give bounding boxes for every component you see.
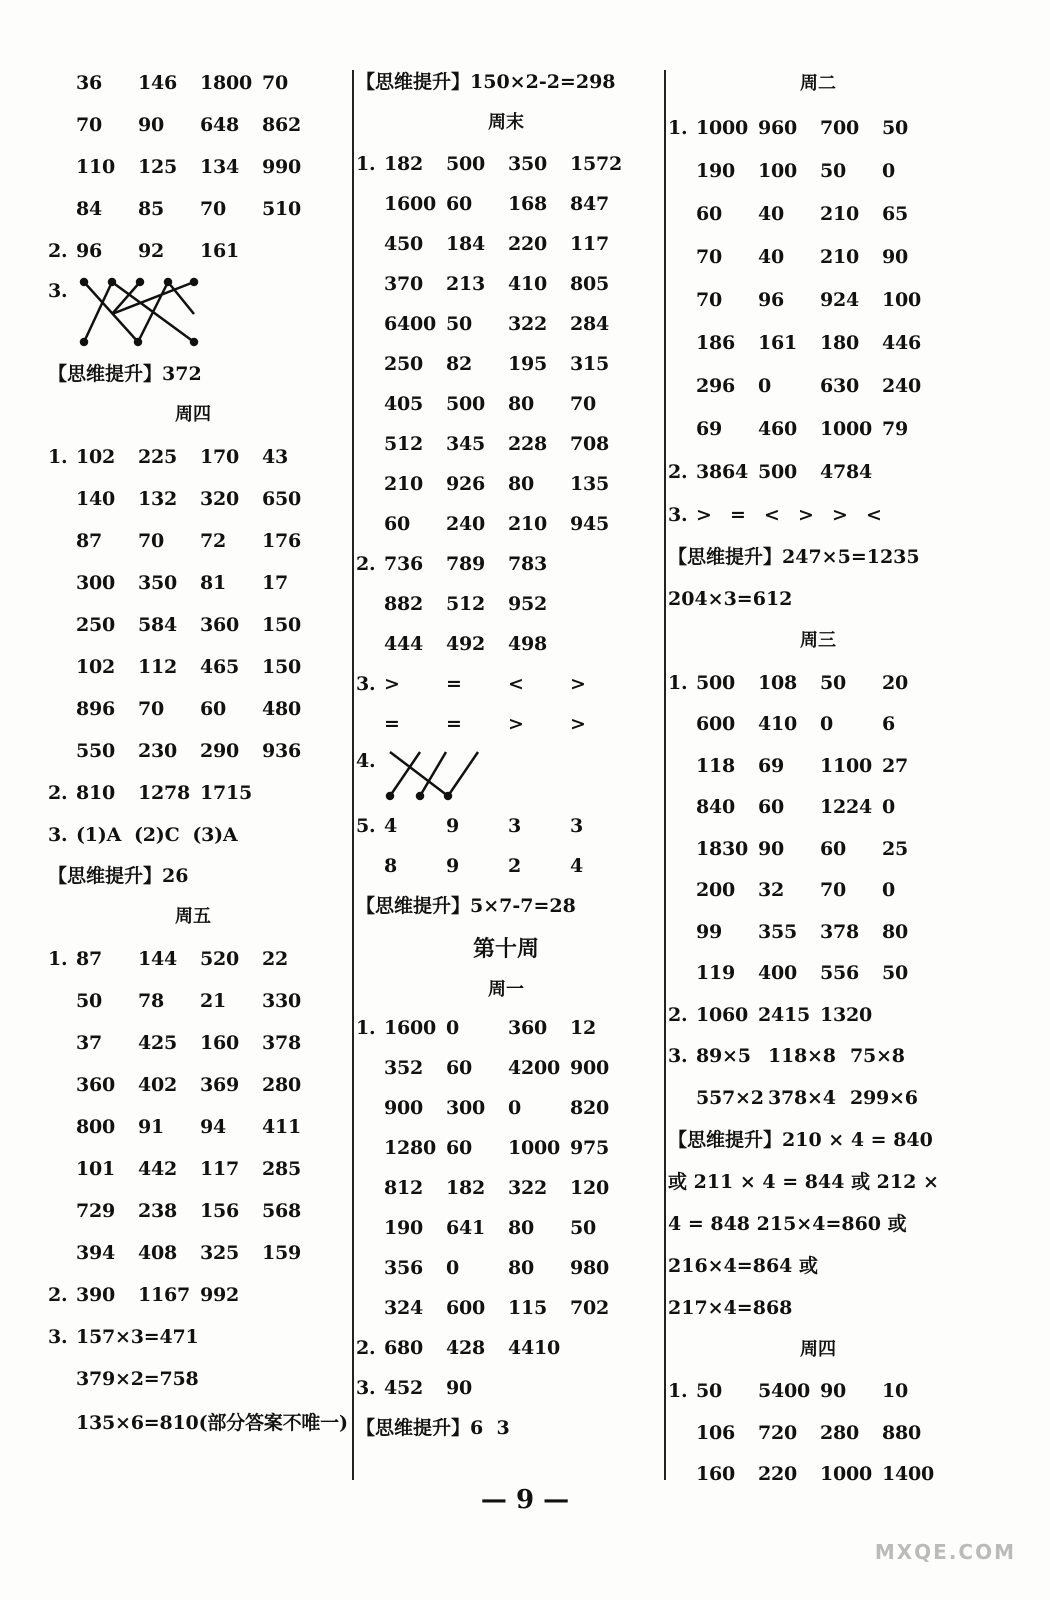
answer-grid [356,806,656,886]
section-heading: 周四 [175,404,211,425]
answer-row: 135×6=810(部分答案不唯一) [76,1411,348,1434]
answer-row: 101 442 117 285 [76,1158,302,1180]
answer-row: 70 40 210 90 [696,245,909,268]
thinking-boost: 【思维提升】26 [48,865,189,887]
answer-row: 6400 50 322 284 [384,313,610,335]
answer-row: 2. 390 1167 992 [48,1284,240,1306]
answer-row: 450 184 220 117 [384,233,610,255]
answer-row: 1. 102 225 170 43 [48,446,289,468]
answer-row: 119 400 556 50 [696,962,909,985]
answer-row: 600 410 0 6 [696,713,896,736]
answer-row: 87 70 72 176 [76,530,302,552]
answer-row: 512 345 228 708 [384,433,610,455]
matching-lines-diagram [384,744,494,804]
answer-row: 360 402 369 280 [76,1074,302,1096]
answer-row: 729 238 156 568 [76,1200,302,1222]
answer-row: 99 355 378 80 [696,920,909,943]
answer-grid [668,662,968,1119]
answer-row: 900 300 0 820 [384,1097,610,1119]
section-heading: 周五 [175,906,211,927]
answer-row: 160 220 1000 1400 [696,1463,935,1486]
answer-row: 1830 90 60 25 [696,837,909,860]
answer-row: 84 85 70 510 [76,198,302,220]
matching-lines-question: 3. [48,272,338,354]
thinking-boost: 【思维提升】372 [48,363,202,385]
answer-grid [48,938,348,1442]
answer-row: 356 0 80 980 [384,1257,610,1279]
thinking-boost: 【思维提升】247×5=1235 [668,546,920,568]
column-divider [664,70,666,1480]
column-right [668,62,968,1486]
answer-row: 352 60 4200 900 [384,1057,610,1079]
answer-row: 1280 60 1000 975 [384,1137,610,1159]
column-middle [356,62,656,1470]
answer-row: 36 146 1800 70 [76,72,289,94]
answer-row: 324 600 115 702 [384,1297,610,1319]
thinking-boost: 【思维提升】210 × 4 = 840 或 211 × 4 = 844 或 212 × 4 = 848 215×4=860 或 216×4=864 或 217×4=868 [668,1128,939,1319]
answer-row: 8 9 2 4 [384,855,584,877]
answer-row: 896 70 60 480 [76,698,302,720]
section-heading: 周四 [800,1338,836,1360]
answer-row: 110 125 134 990 [76,156,302,178]
answer-row: 118 69 1100 27 [696,754,909,777]
answer-row: 37 425 160 378 [76,1032,302,1054]
answer-row: 296 0 630 240 [696,374,922,397]
answer-row: 250 584 360 150 [76,614,302,636]
section-heading: 周二 [800,73,836,94]
answer-row: 394 408 325 159 [76,1242,302,1264]
answer-row: 102 112 465 150 [76,656,302,678]
section-heading: 周一 [488,979,524,1000]
answer-row: 60 40 210 65 [696,202,909,225]
answer-row: 3. 157×3=471 [48,1326,199,1348]
answer-row: 1. 1000 960 700 50 [668,116,909,139]
answer-row: 2. 736 789 783 [356,553,548,575]
answer-row: 210 926 80 135 [384,473,610,495]
section-heading: 周末 [488,112,524,133]
answer-row: 3. 452 90 [356,1377,473,1399]
matching-lines-diagram [76,272,216,352]
section-heading: 周三 [800,630,836,651]
answer-row: 1. 182 500 350 1572 [356,153,623,175]
answer-row: 1. 87 144 520 22 [48,948,289,970]
answer-row: 70 90 648 862 [76,114,302,136]
answer-row: 1. 1600 0 360 12 [356,1017,597,1039]
answer-grid [48,62,338,272]
answer-row: 140 132 320 650 [76,488,302,510]
answer-row: 3. > = < > > < [668,503,882,526]
thinking-boost: 【思维提升】5×7-7=28 [356,895,576,917]
answer-grid [668,1371,968,1496]
answer-row: = = > > [384,713,586,735]
answer-row: 300 350 81 17 [76,572,289,594]
answer-row: 60 240 210 945 [384,513,610,535]
answer-grid [668,106,968,536]
answer-grid [356,1008,656,1408]
answer-row: 2. 1060 2415 1320 [668,1003,873,1026]
answer-row: 3. (1)A (2)C (3)A [48,824,238,846]
column-left [48,62,348,1470]
matching-lines-question: 4. [356,744,656,806]
answer-row: 882 512 952 [384,593,548,615]
answer-row: 379×2=758 [76,1368,199,1390]
answer-row: 69 460 1000 79 [696,417,909,440]
answer-row: 550 230 290 936 [76,740,302,762]
answer-row: 250 82 195 315 [384,353,610,375]
answer-row: 2. 96 92 161 [48,240,240,262]
thinking-boost: 【思维提升】6 3 [356,1417,510,1439]
answer-row: 405 500 80 70 [384,393,597,415]
answer-row: 1. 50 5400 90 10 [668,1380,909,1403]
answer-row: 2. 810 1278 1715 [48,782,253,804]
answer-row: 70 96 924 100 [696,288,922,311]
answer-row: 370 213 410 805 [384,273,610,295]
column-divider [352,70,354,1480]
watermark-logo: MXQE.COM [874,1540,1016,1564]
page-number: — 9 — [480,1485,570,1515]
answer-row: 3. 89×5 118×8 75×8 [668,1045,905,1068]
answer-row: 557×2 378×4 299×6 [696,1086,918,1109]
answer-row: 3. > = < > [356,673,586,695]
answer-row: 186 161 180 446 [696,331,922,354]
answer-row: 50 78 21 330 [76,990,302,1012]
thinking-boost-line: 204×3=612 [668,588,793,610]
answer-grid [48,436,338,856]
answer-grid [356,144,656,744]
answer-row: 2. 680 428 4410 [356,1337,561,1359]
answer-row: 2. 3864 500 4784 [668,460,873,483]
answer-row: 106 720 280 880 [696,1421,922,1444]
answer-row: 5. 4 9 3 3 [356,815,584,837]
answer-row: 840 60 1224 0 [696,796,896,819]
answer-row: 200 32 70 0 [696,879,896,902]
thinking-boost: 【思维提升】150×2-2=298 [356,71,616,93]
answer-row: 812 182 322 120 [384,1177,610,1199]
answer-row: 190 641 80 50 [384,1217,597,1239]
answer-row: 444 492 498 [384,633,548,655]
answer-row: 190 100 50 0 [696,159,896,182]
answer-row: 1600 60 168 847 [384,193,610,215]
week-heading: 第十周 [472,936,539,962]
answer-row: 1. 500 108 50 20 [668,671,909,694]
answer-row: 800 91 94 411 [76,1116,302,1138]
